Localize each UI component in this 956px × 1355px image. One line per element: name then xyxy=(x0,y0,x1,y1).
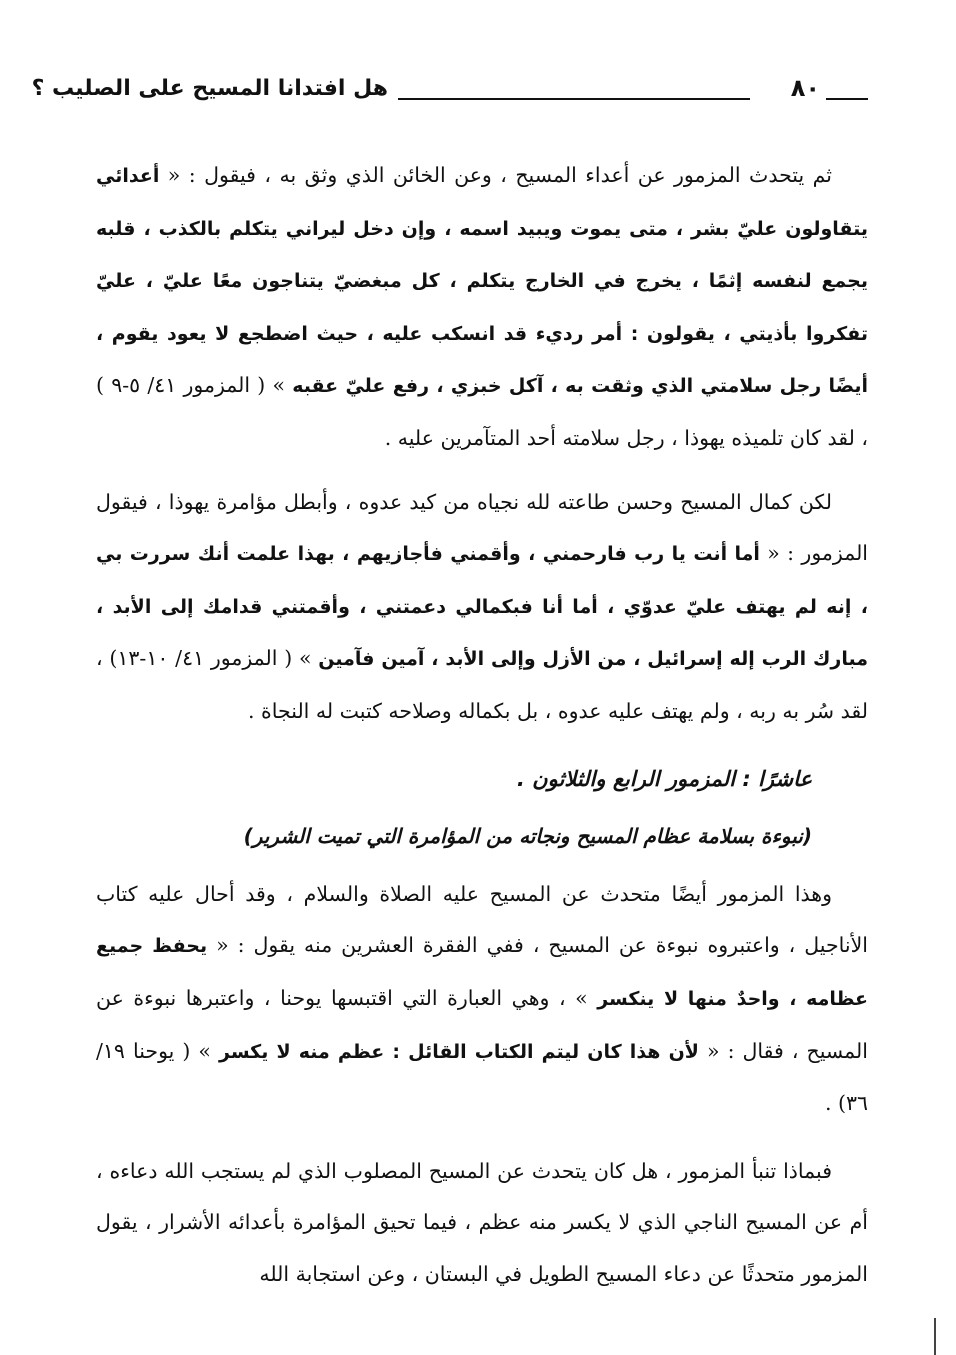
paragraph-question xyxy=(96,1146,868,1301)
header-rule-right xyxy=(826,98,868,100)
header-rule-middle xyxy=(398,98,750,100)
paragraph-text: وهذا المزمور أيضًا متحدث عن المسيح عليه الصلاة والسلام ، وقد أحال عليه كتاب الأناجيل ، واعتبروه نبوءة عن المسيح ، ففي الفقرة العشرين منه يقول : « xyxy=(96,881,868,958)
paragraph-psalm41-enemies xyxy=(96,150,868,465)
paragraph-citation: » ( يوحنا ١٩/ ٣٦) . xyxy=(96,1038,868,1116)
page-edge-mark xyxy=(934,1318,936,1355)
paragraph-text: ثم يتحدث المزمور عن أعداء المسيح ، وعن الخائن الذي وثق به ، فيقول : « xyxy=(159,163,832,187)
scripture-quote: يحفظ جميع عظامه ، واحدٌ منها لا ينكسر xyxy=(96,935,868,1010)
body-text xyxy=(96,150,868,1312)
paragraph-citation: » ( المزمور ٤١/ ١٠-١٣) ، لقد سُر به ربه ، ولم يهتف عليه عدوه ، بل بكماله وصلاحه كتبت له النجاة . xyxy=(96,646,868,723)
running-title: هل افتدانا المسيح على الصليب ؟ xyxy=(31,76,388,101)
section-subheading: (نبوءة بسلامة عظام المسيح ونجاته من المؤامرة التي تميت الشرير) xyxy=(243,824,812,849)
paragraph-text: لكن كمال المسيح وحسن طاعته لله نجياه من كيد عدوه ، وأبطل مؤامرة يهوذا ، فيقول المزمور : « xyxy=(96,489,869,566)
section-heading: عاشرًا : المزمور الرابع والثلاثون . xyxy=(516,766,812,791)
scripture-quote: أما أنت يا رب فارحمني ، وأقمني فأجازيهم ، بهذا علمت أنك سررت بي ، إنه لم يهتف عليّ عدوّي ، أما أنا فبكمالي دعمتني ، وأقمتني قدامك إلى الأبد ، مبارك الرب إله إسرائيل ، من الأزل وإلى الأبد ، آمين فآمين xyxy=(96,543,868,671)
paragraph-psalm41-deliverance xyxy=(96,477,868,738)
page-number: ٨٠ xyxy=(790,74,820,102)
running-header xyxy=(31,74,868,114)
paragraph-psalm34-bones xyxy=(96,869,868,1130)
paragraph-text: » ، وهي العبارة التي اقتبسها يوحنا ، واعتبرها نبوءة عن المسيح ، فقال : « xyxy=(96,985,868,1063)
scripture-quote: أعدائي يتقاولون عليّ بشر ، متى يموت ويبيد اسمه ، وإن دخل ليراني يتكلم بالكذب ، قلبه يجمع لنفسه إثمًا ، يخرج في الخارج يتكلم ، كل مبغضيّ يتناجون معًا عليّ ، عليّ تفكروا بأذيتي ، يقولون : أمر رديء قد انسكب عليه ، حيث اضطجع لا يعود يقوم ، أيضًا رجل سلامتي الذي وثقت به ، آكل خبزي ، رفع عليّ عقبه xyxy=(96,165,868,398)
scripture-quote-john: لأن هذا كان ليتم الكتاب القائل : عظم منه لا يكسر xyxy=(219,1040,699,1063)
paragraph-citation: » ( المزمور ٤١/ ٥-٩ ) ، لقد كان تلميذه يهوذا ، رجل سلامته أحد المتآمرين عليه . xyxy=(96,373,868,450)
paragraph-text: فبماذا تنبأ المزمور ، هل كان يتحدث عن المسيح المصلوب الذي لم يستجب الله دعاءه ، أم عن المسيح الناجي الذي لا يكسر منه عظم ، فيما تحيق المؤامرة بأعدائه الأشرار ، يقول المزمور متحدثًا عن دعاء المسيح الطويل في البستان ، وعن استجابة الله xyxy=(96,1158,868,1286)
